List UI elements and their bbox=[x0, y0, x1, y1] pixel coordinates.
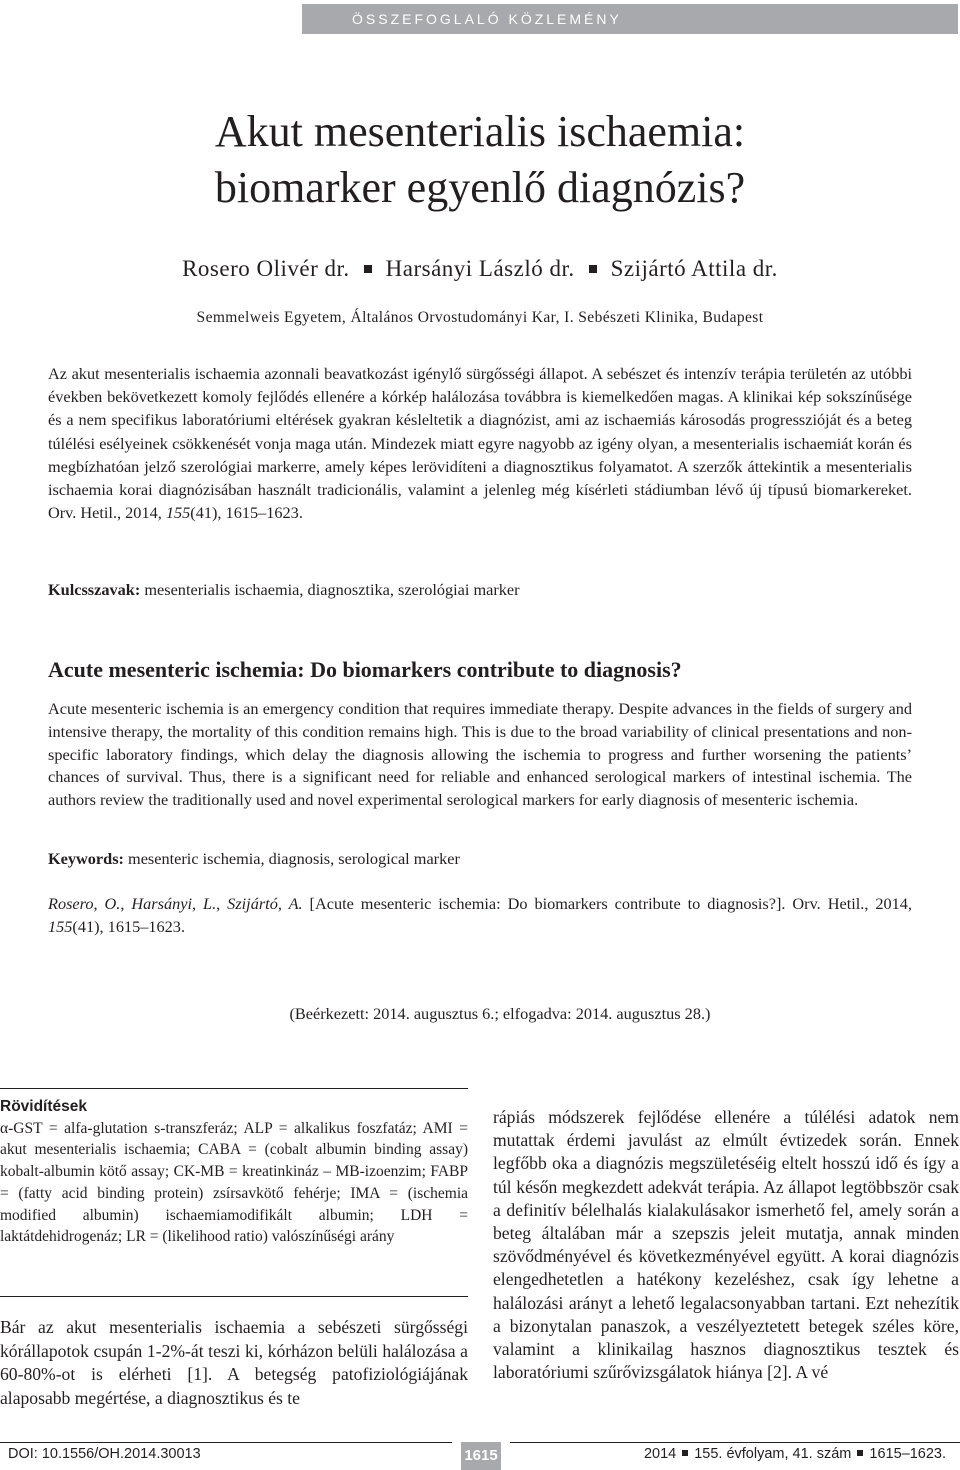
citation bbox=[48, 892, 912, 938]
separator-square-icon bbox=[589, 265, 597, 273]
body-paragraph: Bár az akut mesenterialis ischaemia a sebészeti sürgősségi kórállapotok csupán 1-2%-át teszi ki, kórházon belüli halálozása a 60-80%-ot is elérheti [1]. A betegség patofiziológiájának alaposabb megértése, a diagnosztikus és te bbox=[0, 1317, 468, 1408]
author-list bbox=[0, 256, 960, 282]
page-number: 1615 bbox=[461, 1442, 501, 1470]
abbreviations-text: α-GST = alfa-glutation s-transzferáz; ALP = alkalikus foszfatáz; AMI = akut mesenterialis ischaemia; CABA = (cobalt albumin binding assay) kobalt-albumin kötő assay; CK-MB = kreatinkináz – MB-izoenzim; FABP = (fatty acid binding protein) zsírsavkötő fehérje; IMA = (ischemia modified albumin) ischaemiamodifikált albumin; LDH = laktátdehidrogenáz; LR = (likelihood ratio) valószínűségi arány bbox=[0, 1119, 468, 1246]
abbreviations-top-rule bbox=[0, 1088, 468, 1089]
footer-volume: 155. évfolyam, 41. szám bbox=[694, 1446, 852, 1462]
footer-rule-right bbox=[510, 1442, 960, 1443]
keywords-en-text: mesenteric ischemia, diagnosis, serological marker bbox=[123, 849, 460, 868]
keywords-english bbox=[48, 849, 460, 869]
section-banner: ÖSSZEFOGLALÓ KÖZLEMÉNY bbox=[302, 4, 958, 34]
citation-authors: Rosero, O., Harsányi, L., Szijártó, A. bbox=[48, 894, 303, 913]
separator-square-icon bbox=[857, 1450, 863, 1456]
title-line-2: biomarker egyenlő diagnózis? bbox=[214, 163, 746, 212]
english-title: Acute mesenteric ischemia: Do biomarkers contribute to diagnosis? bbox=[48, 657, 682, 682]
citation-volume: 155 bbox=[48, 917, 73, 936]
author-name: Rosero Olivér dr. bbox=[182, 256, 350, 281]
citation-text-end: (41), 1615–1623. bbox=[72, 917, 186, 936]
abstract-english bbox=[48, 698, 912, 812]
abstract-hu-text-end: (41), 1615–1623. bbox=[190, 503, 303, 523]
affiliation: Semmelweis Egyetem, Általános Orvostudományi Kar, I. Sebészeti Klinika, Budapest bbox=[196, 309, 764, 326]
footer-year: 2014 bbox=[643, 1446, 677, 1462]
body-paragraph: rápiás módszerek fejlődése ellenére a túlélési adatok nem mutattak érdemi javulást az elmúlt évtizedek során. Ennek legfőbb oka a diagnózis megszületéséig eltelt hosszú idő és így a túl későn megkezdett adekvát terápia. Az állapot legtöbbször csak a definitív bélelhalás kialakulásakor ismerhető fel, amely során a beteg általában már a szepszis jeleit mutatja, annak minden szövődményével és következményével együtt. A korai diagnózis elengedhetetlen a hatékony kezeléshez, csak így lehetne a halálozási arányt a lehető legalacsonyabban tartani. Ezt nehezítik a bizonytalan panaszok, a veszélyeztetett betegek széles köre, valamint a klinikailag hasznos diagnosztikus tesztek és laboratóriumi szűrővizsgálatok hiánya [2]. A vé bbox=[493, 1107, 959, 1383]
abstract-hu-text: Az akut mesenterialis ischaemia azonnali beavatkozást igénylő sürgősségi állapot. A sebészet és intenzív terápia területén az utóbbi években bekövetkezett komoly fejlődés ellenére a kórkép halálozása továbbra is kiemelkedően magas. A klinikai kép sokszínűsége és a nem specifikus laboratóriumi eltérések gyakran késleltetik a diagnózist, ami az ischaemiás károsodás progresszióját és a beteg túlélési esélyeinek csökkenését vonja maga után. Mindezek miatt egyre nagyobb az igény olyan, a mesenterialis ischaemiát korán és megbízhatóan jelző szerológiai markerre, amely képes lerövidíteni a diagnosztikus folyamatot. A szerzők áttekintik a mesenterialis ischaemia korai diagnózisában használt tradicionális, valamint a jelenleg még kísérleti stádiumban lévő új típusú biomarkereket. Orv. Hetil., 2014, bbox=[48, 364, 912, 523]
footer-doi: DOI: 10.1556/OH.2014.30013 bbox=[8, 1446, 201, 1462]
article-title bbox=[0, 104, 960, 216]
abbreviations-bottom-rule bbox=[0, 1296, 468, 1297]
keywords-en-label: Keywords: bbox=[48, 849, 124, 868]
separator-square-icon bbox=[682, 1450, 688, 1456]
page-footer bbox=[0, 1432, 960, 1470]
keywords-hu-label: Kulcsszavak: bbox=[48, 580, 141, 599]
body-column-right bbox=[493, 1106, 959, 1384]
received-accepted-dates: (Beérkezett: 2014. augusztus 6.; elfogadva: 2014. augusztus 28.) bbox=[289, 1004, 711, 1023]
author-name: Harsányi László dr. bbox=[385, 256, 575, 281]
keywords-hungarian bbox=[48, 580, 520, 600]
footer-rule-left bbox=[0, 1442, 452, 1443]
citation-text: [Acute mesenteric ischemia: Do biomarkers contribute to diagnosis?]. Orv. Hetil., 2014, bbox=[302, 894, 912, 913]
separator-square-icon bbox=[364, 265, 372, 273]
footer-pages: 1615–1623. bbox=[869, 1446, 946, 1462]
footer-issue bbox=[644, 1446, 946, 1462]
keywords-hu-text: mesenterialis ischaemia, diagnosztika, szerológiai marker bbox=[140, 580, 520, 599]
author-name: Szijártó Attila dr. bbox=[610, 256, 778, 281]
title-line-1: Akut mesenterialis ischaemia: bbox=[214, 107, 746, 156]
abstract-hungarian bbox=[48, 362, 912, 524]
abbreviations-box bbox=[0, 1096, 468, 1248]
abstract-hu-volume: 155 bbox=[165, 503, 191, 523]
body-column-left bbox=[0, 1316, 468, 1410]
abbreviations-heading: Rövidítések bbox=[0, 1098, 88, 1115]
abstract-en-text: Acute mesenteric ischemia is an emergency condition that requires immediate therapy. Despite advances in the fields of surgery and intensive therapy, the mortality of this condition remains high. This is due to the broad variability of clinical presentations and non-specific laboratory findings, which delay the diagnosis allowing the ischemia to progress and further worsening the patients’ chances of survival. Thus, there is a significant need for reliable and enhanced serological markers of intestinal ischemia. The authors review the traditionally used and novel experimental serological markers for early diagnosis of mesenteric ischemia. bbox=[48, 699, 912, 810]
